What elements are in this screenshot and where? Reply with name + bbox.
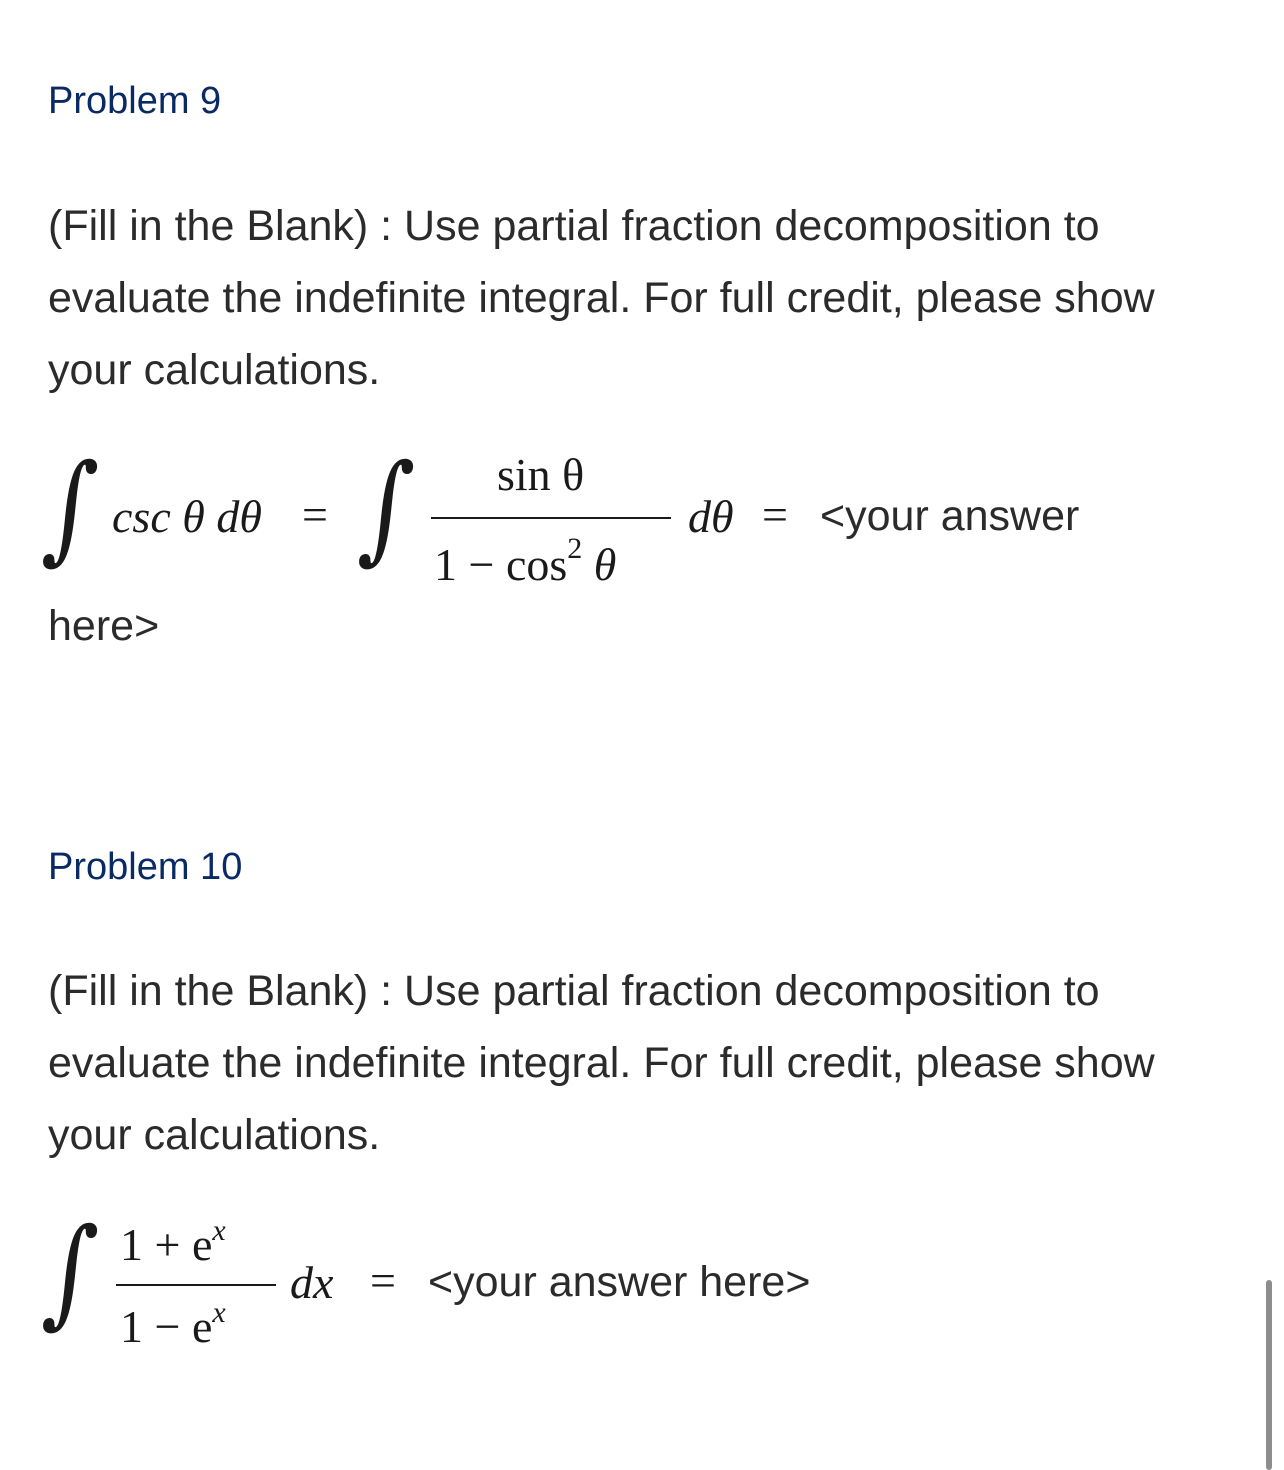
fraction-numerator: sin θ [497,449,585,500]
integral-sign: ∫ [355,438,418,576]
fraction-bar [431,517,671,519]
differential: dx [290,1257,334,1308]
equals-sign: = [762,489,788,540]
integral-sign: ∫ [39,438,102,576]
answer-placeholder: <your answer [820,492,1080,540]
equals-sign: = [370,1255,396,1306]
problem-10-instructions: (Fill in the Blank) : Use partial fraction decomposition to evaluate the indefinite integral. For full credit, please show your calculations. [48,967,1155,1159]
fraction-bar [116,1284,276,1286]
problem-9-heading: Problem 9 [48,80,222,122]
fraction-numerator: $1 + e^x$ [120,1214,226,1270]
fraction-denominator: $1 - e^x$ [120,1296,226,1352]
equation-lhs: csc θ dθ [112,491,262,542]
scrollbar[interactable] [1266,1280,1272,1470]
answer-placeholder: <your answer here> [428,1258,811,1306]
differential: dθ [688,491,734,542]
integral-sign: ∫ [39,1202,102,1340]
fraction-denominator: $1 - \cos^2 \theta$ [434,532,617,590]
problem-10-heading: Problem 10 [48,846,243,888]
equals-sign: = [302,489,328,540]
answer-placeholder-continued: here> [48,602,160,650]
problem-9-instructions: (Fill in the Blank) : Use partial fraction decomposition to evaluate the indefinite integral. For full credit, please show your calculations. [48,202,1155,394]
